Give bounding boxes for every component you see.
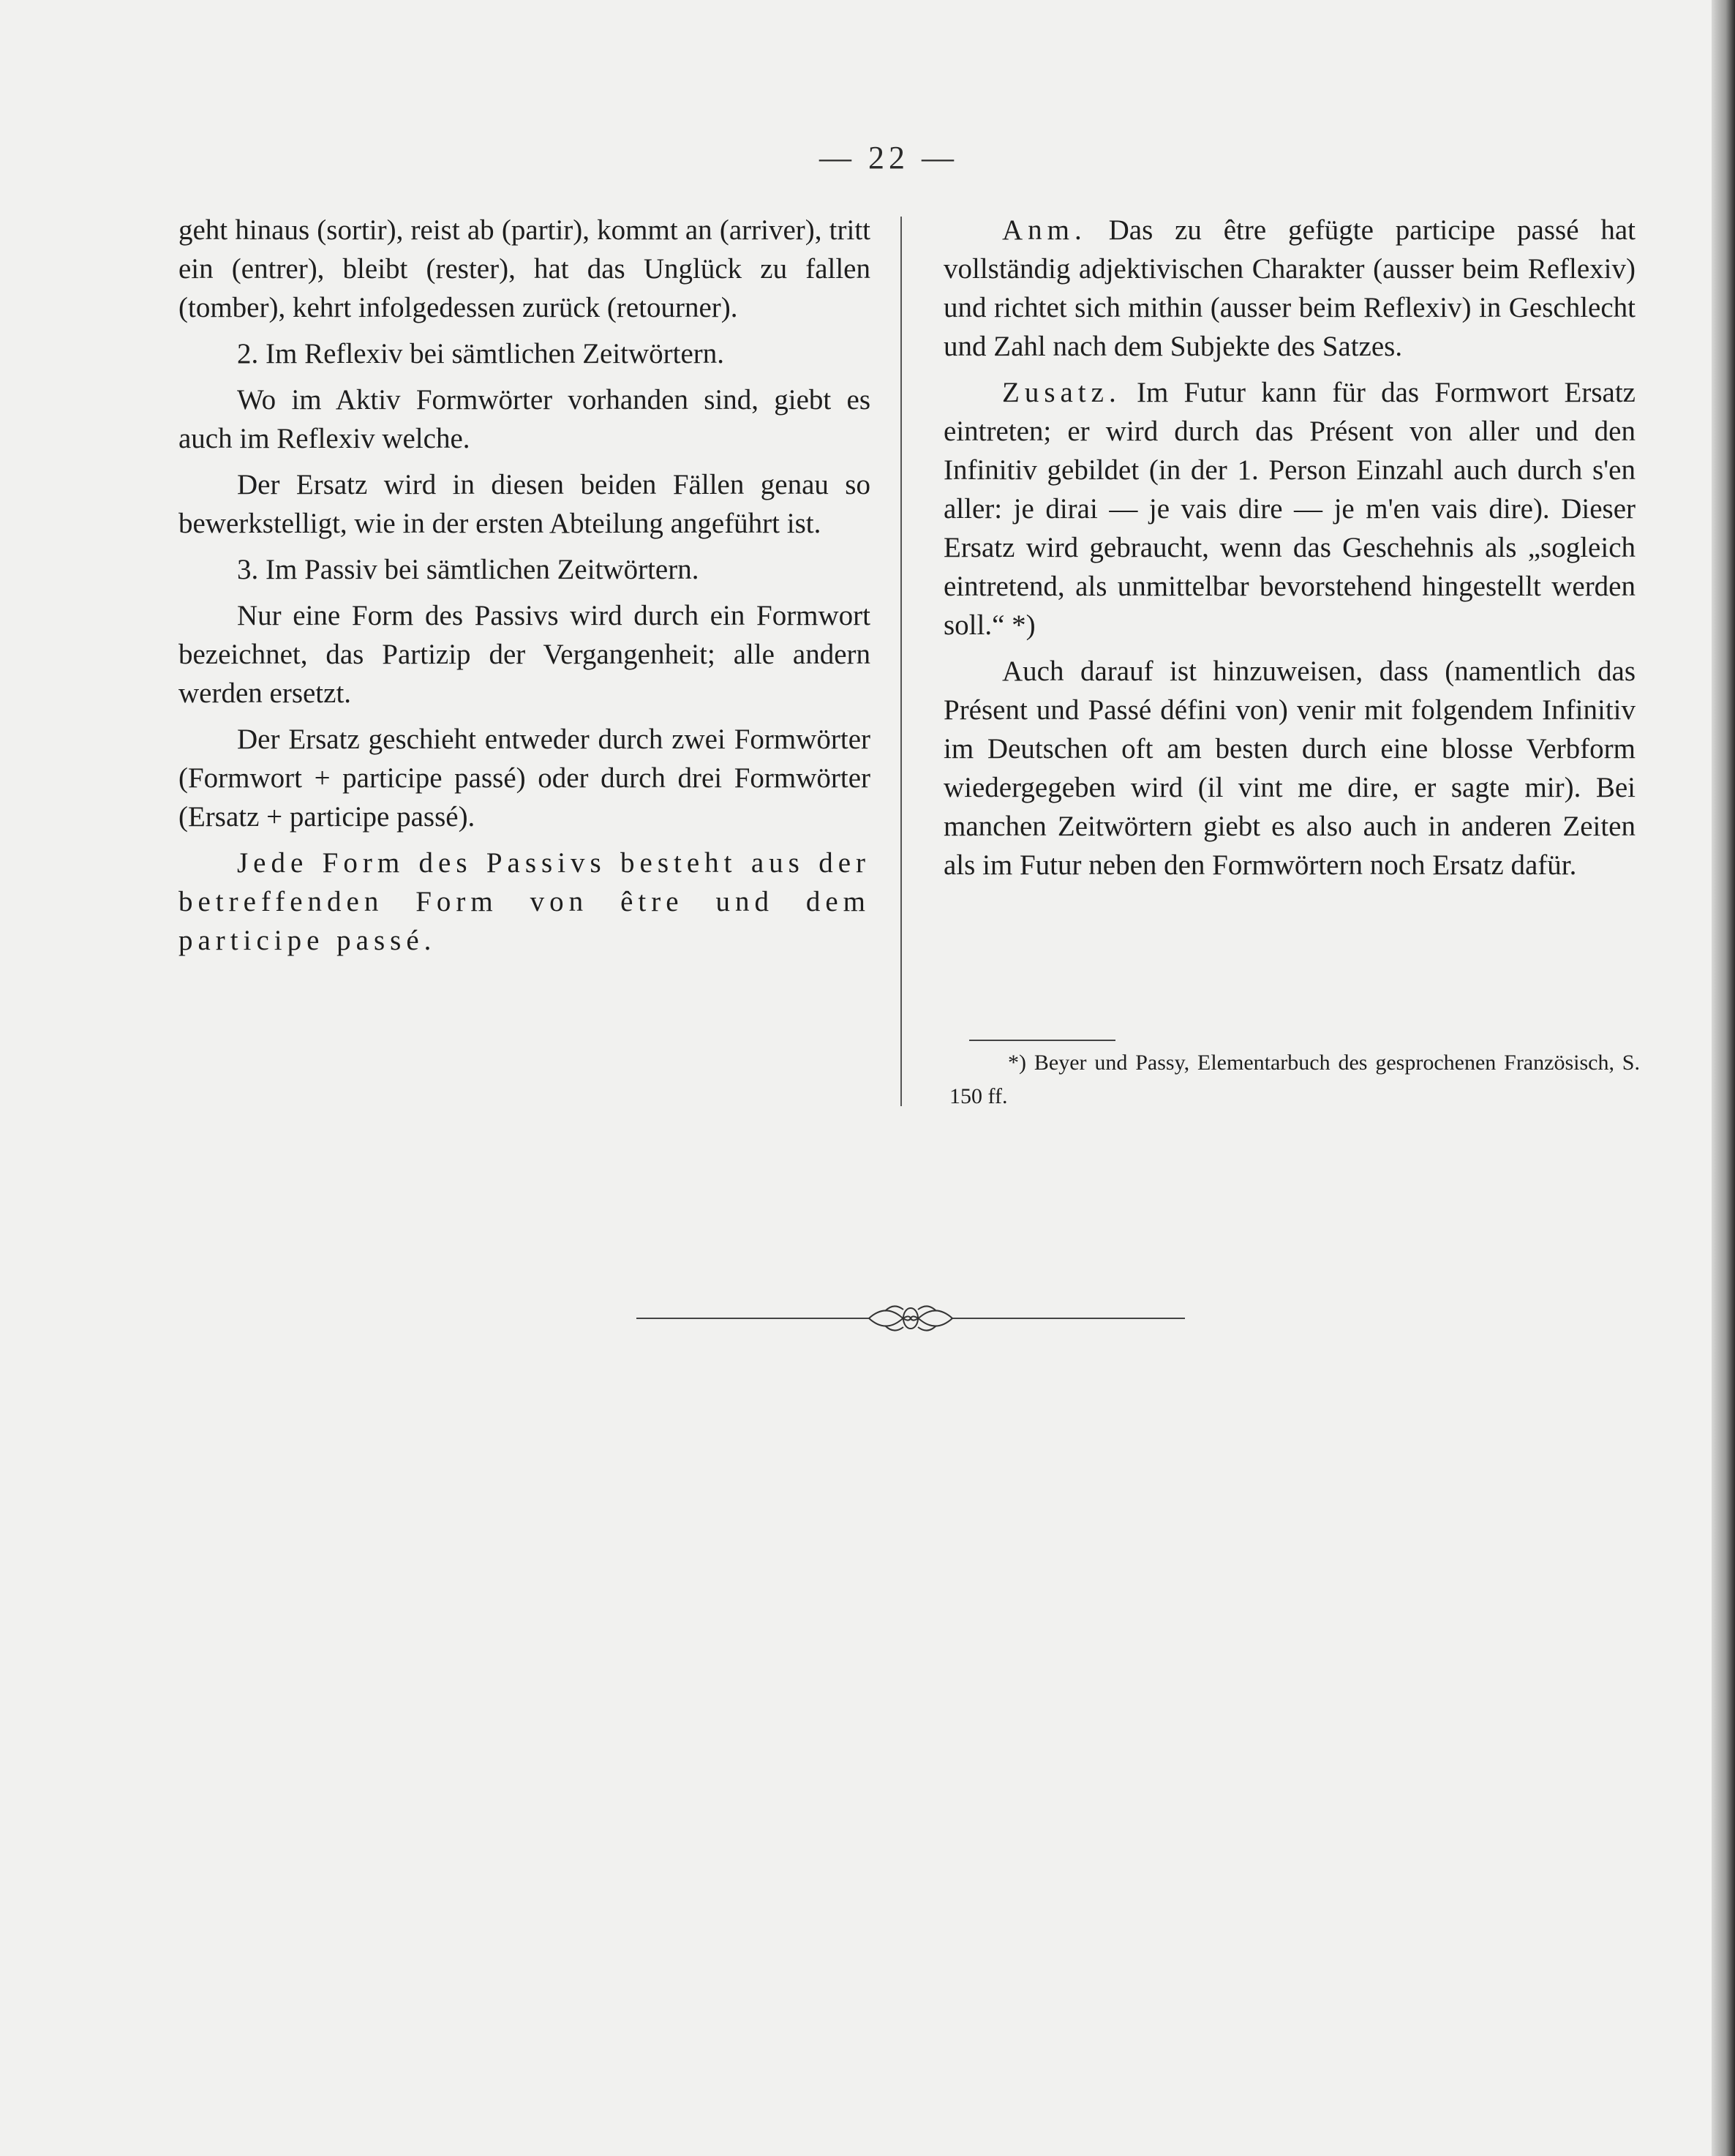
left-paragraph-4: Der Ersatz wird in diesen beiden Fällen genau so bewerkstelligt, wie in der ersten Abteilung angeführt ist.	[178, 469, 870, 539]
left-paragraph-5: 3. Im Passiv bei sämtlichen Zeitwörtern.	[237, 554, 699, 585]
anm-paragraph	[944, 211, 1636, 366]
anm-text: Das zu être gefügte participe passé hat vollständig adjektivischen Charakter (ausser beim Reflexiv) und richtet sich mithin (ausser beim Reflexiv) in Geschlecht und Zahl nach dem Subjekte des Satzes.	[944, 214, 1636, 362]
page-number: — 22 —	[819, 140, 958, 176]
left-paragraph-7: Der Ersatz geschieht entweder durch zwei Formwörter (Formwort + participe passé) oder durch drei Formwörter (Ersatz + participe passé).	[178, 724, 870, 833]
left-column	[178, 211, 870, 960]
footnote	[949, 1046, 1640, 1113]
zusatz-label: Zusatz.	[1002, 377, 1121, 408]
left-paragraph-2: 2. Im Reflexiv bei sämtlichen Zeitwörtern.	[237, 338, 725, 369]
footnote-rule	[969, 1040, 1115, 1041]
ornament-divider-icon	[636, 1296, 1185, 1340]
left-paragraph-1: geht hinaus (sortir), reist ab (partir), kommt an (arriver), tritt ein (entrer), bleibt (rester), hat das Unglück zu fallen (tomber), kehrt infolgedessen zurück (retourner).	[178, 214, 870, 323]
footnote-text: *) Beyer und Passy, Elementarbuch des gesprochenen Französisch, S. 150 ff.	[949, 1051, 1640, 1108]
anm-label: Anm.	[1002, 214, 1087, 246]
closing-paragraph: Auch darauf ist hinzuweisen, dass (namentlich das Présent und Passé défini von) venir mit folgendem Infinitiv im Deutschen oft am besten durch eine blosse Verbform wiedergegeben wird (il vint me dire, er sagte mir). Bei manchen Zeitwörtern giebt es also auch in anderen Zeiten als im Futur neben den Formwörtern noch Ersatz dafür.	[944, 656, 1636, 881]
left-paragraph-3: Wo im Aktiv Formwörter vorhanden sind, giebt es auch im Reflexiv welche.	[178, 384, 870, 454]
book-spine-shadow	[1712, 0, 1735, 2156]
column-divider	[900, 217, 902, 1106]
left-paragraph-8-spaced: Jede Form des Passivs besteht aus der betreffenden Form von être und dem participe passé.	[178, 847, 870, 956]
left-paragraph-6: Nur eine Form des Passivs wird durch ein Formwort bezeichnet, das Partizip der Vergangenheit; alle andern werden ersetzt.	[178, 600, 870, 709]
zusatz-paragraph	[944, 373, 1636, 645]
right-column	[944, 211, 1636, 884]
zusatz-text: Im Futur kann für das Formwort Ersatz eintreten; er wird durch das Présent von aller und den Infinitiv gebildet (in der 1. Person Einzahl auch durch s'en aller: je dirai — je vais dire — je m'en vais dire). Dieser Ersatz wird gebraucht, wenn das Geschehnis als „sogleich eintretend, als unmittelbar bevorstehend hingestellt werden soll.“ *)	[944, 377, 1636, 641]
